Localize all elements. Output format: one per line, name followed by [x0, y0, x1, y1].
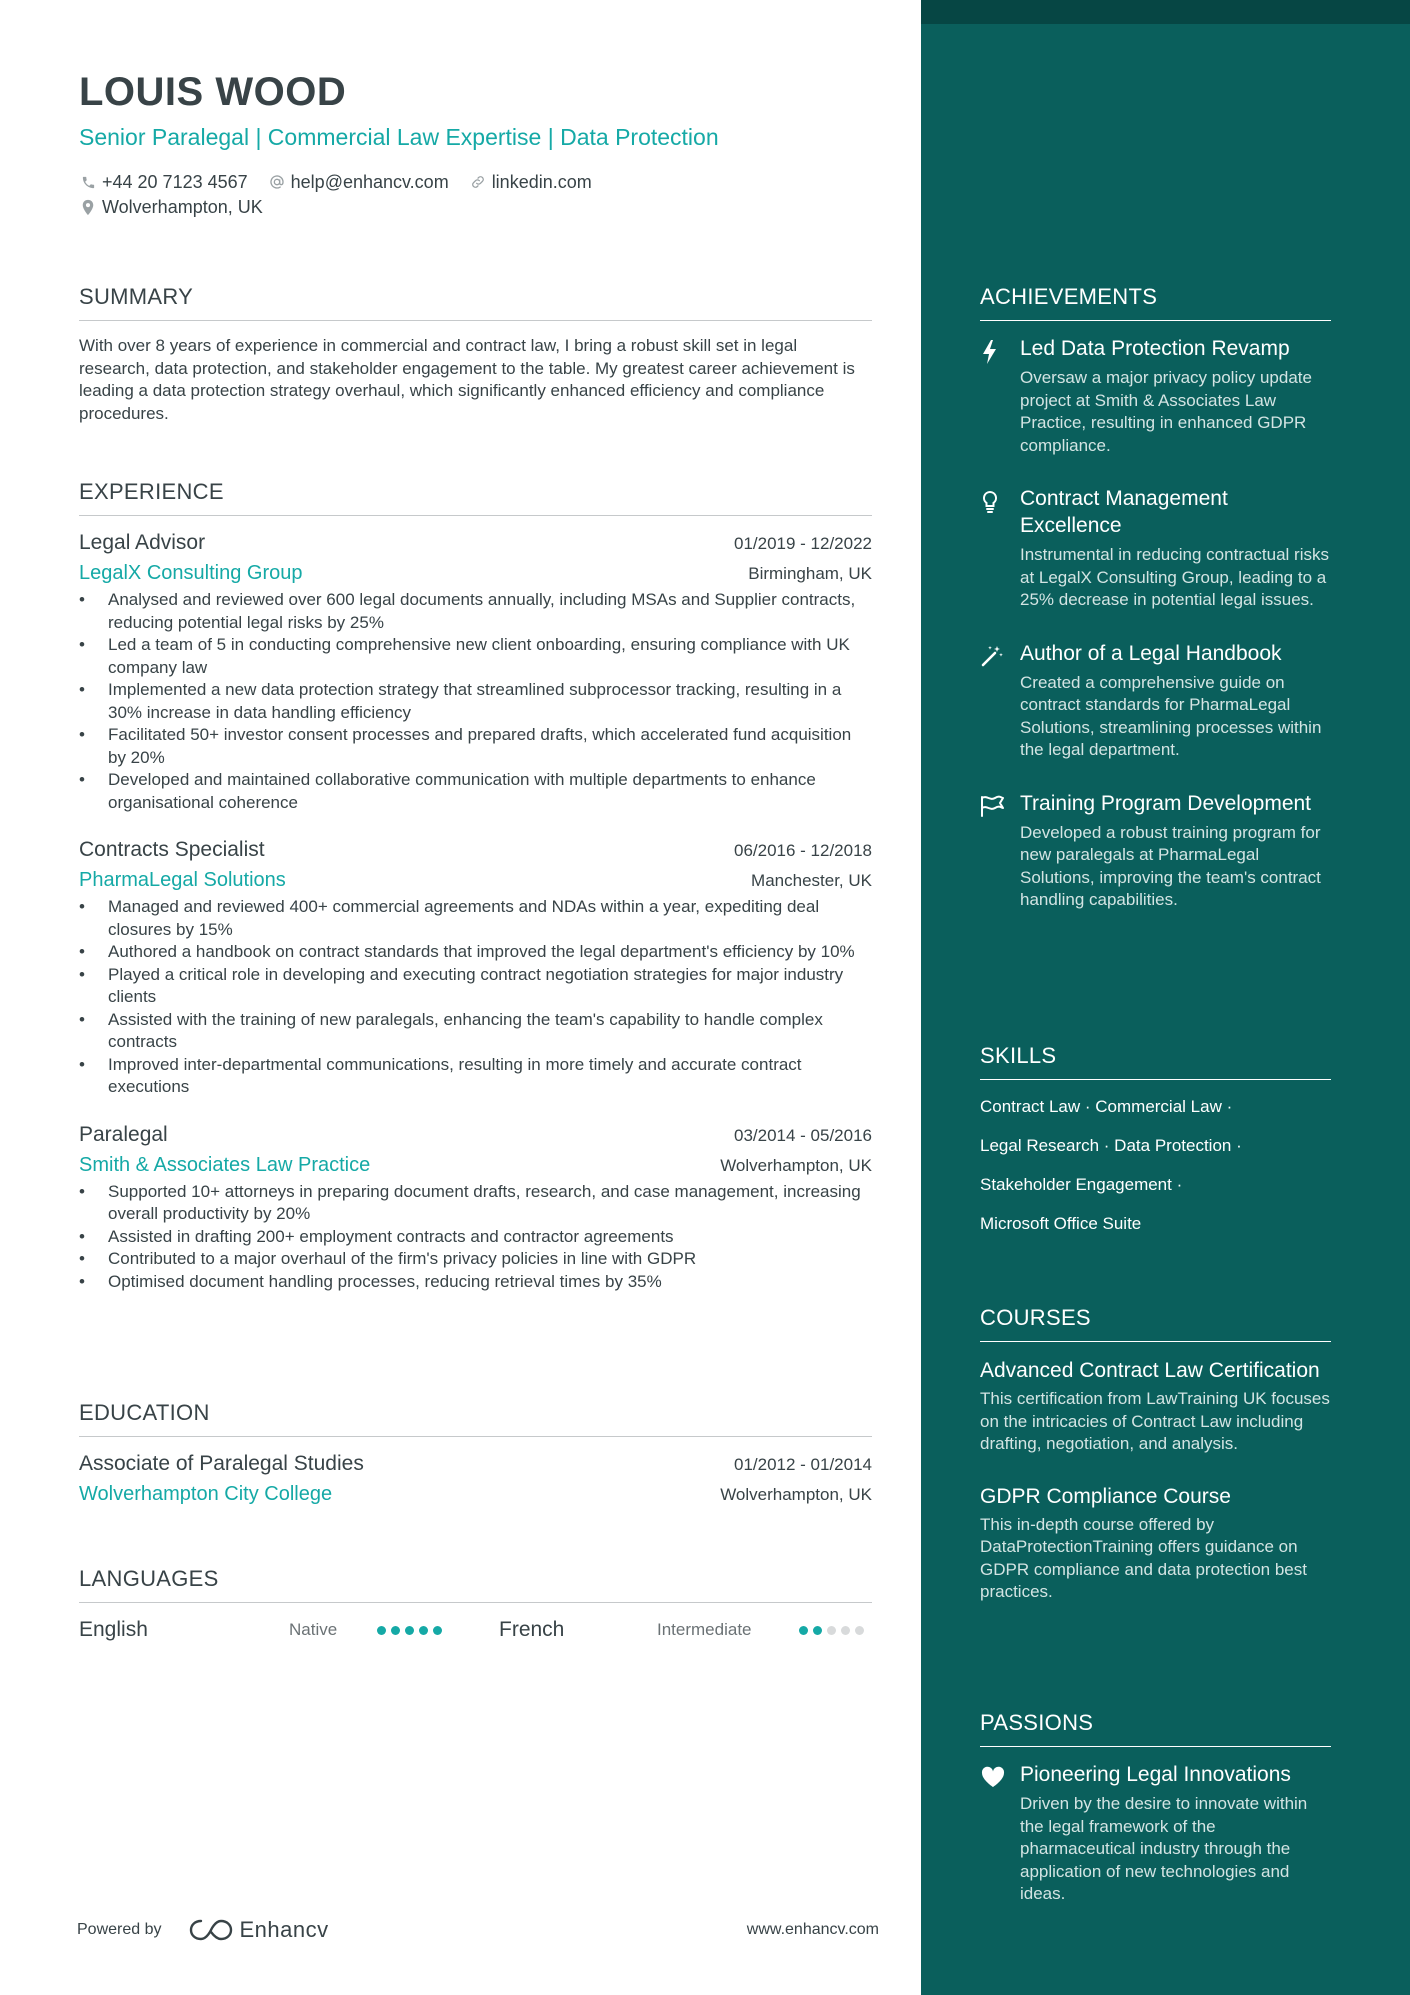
- achievement-title: Training Program Development: [1020, 791, 1312, 815]
- bullet-item: • Analysed and reviewed over 600 legal documents annually, including MSAs and Supplier contracts, reducing potential legal risks by 25%: [79, 589, 872, 634]
- magic-wand-icon: [980, 640, 1020, 762]
- skills-line: Microsoft Office Suite: [980, 1214, 1142, 1233]
- proficiency-dot-empty: [855, 1626, 864, 1635]
- email-text: help@enhancv.com: [290, 171, 449, 192]
- phone-icon: [79, 173, 97, 191]
- location-text: Wolverhampton, UK: [102, 196, 263, 217]
- bullet-item: • Managed and reviewed 400+ commercial agreements and NDAs within a year, expediting deal closures by 15%: [79, 896, 872, 941]
- heart-icon: [980, 1761, 1020, 1906]
- summary-text: With over 8 years of experience in commercial and contract law, I bring a robust skill set in legal research, data protection, and stakeholder engagement to the table. My greatest career achievement is leading a data protection strategy overhaul, which significantly enhanced efficiency and compliance procedures.: [79, 336, 855, 423]
- job-bullets: [79, 589, 872, 814]
- passion-description: Driven by the desire to innovate within the legal framework of the pharmaceutical industry through the application of new technologies and ideas.: [1020, 1794, 1308, 1903]
- candidate-name: LOUIS WOOD: [79, 70, 347, 114]
- proficiency-dot-empty: [827, 1626, 836, 1635]
- footer: [77, 1915, 879, 1945]
- job-company[interactable]: LegalX Consulting Group: [79, 562, 303, 584]
- sidebar-column: [921, 0, 1410, 1995]
- bullet-item: • Facilitated 50+ investor consent processes and prepared drafts, which accelerated fund acquisition by 20%: [79, 724, 872, 769]
- education-entry: [79, 1452, 872, 1506]
- language-item: [79, 1618, 499, 1642]
- proficiency-dots: [799, 1626, 864, 1635]
- proficiency-dot-filled: [813, 1626, 822, 1635]
- proficiency-dots: [377, 1626, 442, 1635]
- bullet-item: • Contributed to a major overhaul of the firm's privacy policies in line with GDPR: [79, 1248, 872, 1271]
- language-level: Intermediate: [657, 1620, 752, 1639]
- location-contact: [79, 197, 263, 218]
- proficiency-dot-empty: [841, 1626, 850, 1635]
- language-level: Native: [289, 1620, 338, 1639]
- course-item: [980, 1483, 1331, 1604]
- enhancv-logo-icon: [188, 1918, 234, 1942]
- job-location: Wolverhampton, UK: [720, 1155, 872, 1175]
- job-bullets: [79, 1181, 872, 1294]
- courses-section: [980, 1305, 1331, 1604]
- education-dates: 01/2012 - 01/2014: [733, 1455, 872, 1474]
- job-entry: [79, 531, 872, 814]
- location-pin-icon: [79, 198, 97, 216]
- achievements-section: [980, 284, 1331, 912]
- school-location: Wolverhampton, UK: [720, 1485, 872, 1504]
- language-name: French: [499, 1618, 565, 1641]
- linkedin-text: linkedin.com: [491, 171, 592, 192]
- course-description: This in-depth course offered by DataProtectionTraining offers guidance on GDPR compliance and data protection best practices.: [980, 1514, 1307, 1601]
- proficiency-dot-filled: [419, 1626, 428, 1635]
- lightbulb-icon: [980, 485, 1020, 612]
- experience-section: [79, 479, 872, 1293]
- job-dates: 03/2014 - 05/2016: [733, 1125, 872, 1145]
- achievements-heading: ACHIEVEMENTS: [980, 284, 1331, 321]
- course-title: Advanced Contract Law Certification: [980, 1359, 1320, 1382]
- bullet-item: • Implemented a new data protection strategy that streamlined subprocessor tracking, resulting in a 30% increase in data handling efficiency: [79, 679, 872, 724]
- school-name[interactable]: Wolverhampton City College: [79, 1483, 333, 1505]
- bullet-item: • Improved inter-departmental communications, resulting in more timely and accurate contract executions: [79, 1054, 872, 1099]
- job-entry: [79, 838, 872, 1099]
- bullet-item: • Assisted in drafting 200+ employment contracts and contractor agreements: [79, 1226, 872, 1249]
- languages-section: [79, 1566, 872, 1643]
- achievement-title: Contract Management Excellence: [1020, 487, 1228, 537]
- language-name: English: [79, 1618, 148, 1641]
- job-dates: 01/2019 - 12/2022: [733, 534, 872, 553]
- achievement-title: Led Data Protection Revamp: [1020, 337, 1290, 360]
- skills-line: Legal Research · Data Protection ·: [980, 1136, 1242, 1155]
- passions-section: [980, 1710, 1331, 1906]
- powered-by-label: Powered by: [77, 1921, 162, 1938]
- job-title: Paralegal: [79, 1122, 168, 1146]
- languages-heading: LANGUAGES: [79, 1566, 872, 1603]
- contact-info: [79, 170, 612, 220]
- enhancv-logo[interactable]: [188, 1917, 329, 1943]
- education-section: [79, 1400, 872, 1506]
- job-bullets: [79, 896, 872, 1099]
- proficiency-dot-filled: [799, 1626, 808, 1635]
- bullet-item: • Authored a handbook on contract standards that improved the legal department's efficiency by 10%: [79, 941, 872, 964]
- passion-item: [980, 1761, 1331, 1906]
- passions-heading: PASSIONS: [980, 1710, 1331, 1747]
- bullet-item: • Assisted with the training of new paralegals, enhancing the team's capability to handle complex contracts: [79, 1009, 872, 1054]
- achievement-title: Author of a Legal Handbook: [1020, 641, 1282, 665]
- languages-row: [79, 1617, 872, 1643]
- summary-heading: SUMMARY: [79, 284, 872, 321]
- skills-line: Contract Law · Commercial Law ·: [980, 1097, 1233, 1116]
- education-heading: EDUCATION: [79, 1400, 872, 1437]
- achievement-description: Created a comprehensive guide on contract standards for PharmaLegal Solutions, streamlining processes within the legal department.: [1020, 672, 1322, 759]
- job-company[interactable]: PharmaLegal Solutions: [79, 869, 286, 891]
- headline: Senior Paralegal | Commercial Law Expertise | Data Protection: [79, 124, 719, 150]
- skills-line: Stakeholder Engagement ·: [980, 1175, 1183, 1194]
- bullet-item: • Supported 10+ attorneys in preparing document drafts, research, and case management, increasing overall productivity by 20%: [79, 1181, 872, 1226]
- skills-section: [980, 1043, 1331, 1235]
- achievement-item: [980, 485, 1331, 612]
- language-item: [499, 1618, 872, 1642]
- job-entry: [79, 1123, 872, 1294]
- degree-title: Associate of Paralegal Studies: [79, 1452, 364, 1475]
- course-description: This certification from LawTraining UK focuses on the intricacies of Contract Law including drafting, negotiation, and analysis.: [980, 1389, 1330, 1453]
- proficiency-dot-filled: [377, 1626, 386, 1635]
- course-title: GDPR Compliance Course: [980, 1484, 1231, 1508]
- job-company[interactable]: Smith & Associates Law Practice: [79, 1153, 371, 1176]
- achievement-description: Developed a robust training program for new paralegals at PharmaLegal Solutions, improving the team's contract handling capabilities.: [1020, 822, 1321, 909]
- lightning-icon: [980, 335, 1020, 457]
- link-icon: [469, 173, 487, 191]
- proficiency-dot-filled: [405, 1626, 414, 1635]
- flag-icon: [980, 790, 1020, 912]
- phone-text: +44 20 7123 4567: [102, 171, 248, 192]
- bullet-item: • Optimised document handling processes, reducing retrieval times by 35%: [79, 1271, 872, 1294]
- bullet-item: • Developed and maintained collaborative communication with multiple departments to enhance organisational coherence: [79, 769, 872, 814]
- job-location: Birmingham, UK: [748, 564, 872, 583]
- proficiency-dot-filled: [433, 1626, 442, 1635]
- website-link[interactable]: www.enhancv.com: [746, 1921, 879, 1938]
- achievement-description: Instrumental in reducing contractual risks at LegalX Consulting Group, leading to a 25% decrease in potential legal issues.: [1020, 545, 1329, 609]
- achievement-item: [980, 335, 1331, 457]
- achievement-description: Oversaw a major privacy policy update project at Smith & Associates Law Practice, resulting in enhanced GDPR compliance.: [1020, 368, 1312, 455]
- linkedin-contact[interactable]: [469, 172, 592, 193]
- enhancv-brand: Enhancv: [239, 1917, 329, 1942]
- job-title: Legal Advisor: [79, 531, 206, 554]
- achievement-item: [980, 790, 1331, 912]
- summary-section: [79, 284, 872, 425]
- passion-title: Pioneering Legal Innovations: [1020, 1763, 1291, 1786]
- bullet-item: • Led a team of 5 in conducting comprehensive new client onboarding, ensuring compliance with UK company law: [79, 634, 872, 679]
- bullet-item: • Played a critical role in developing and executing contract negotiation strategies for major industry clients: [79, 964, 872, 1009]
- at-icon: [268, 173, 286, 191]
- achievement-item: [980, 640, 1331, 762]
- experience-heading: EXPERIENCE: [79, 479, 872, 516]
- job-title: Contracts Specialist: [79, 838, 265, 861]
- course-item: [980, 1357, 1331, 1456]
- courses-heading: COURSES: [980, 1305, 1331, 1342]
- powered-by: [77, 1917, 329, 1943]
- phone-contact[interactable]: [79, 172, 248, 193]
- job-location: Manchester, UK: [751, 871, 872, 890]
- sidebar-top-bar: [921, 0, 1410, 24]
- job-dates: 06/2016 - 12/2018: [733, 841, 872, 860]
- email-contact[interactable]: [268, 172, 449, 193]
- skills-heading: SKILLS: [980, 1043, 1331, 1080]
- proficiency-dot-filled: [391, 1626, 400, 1635]
